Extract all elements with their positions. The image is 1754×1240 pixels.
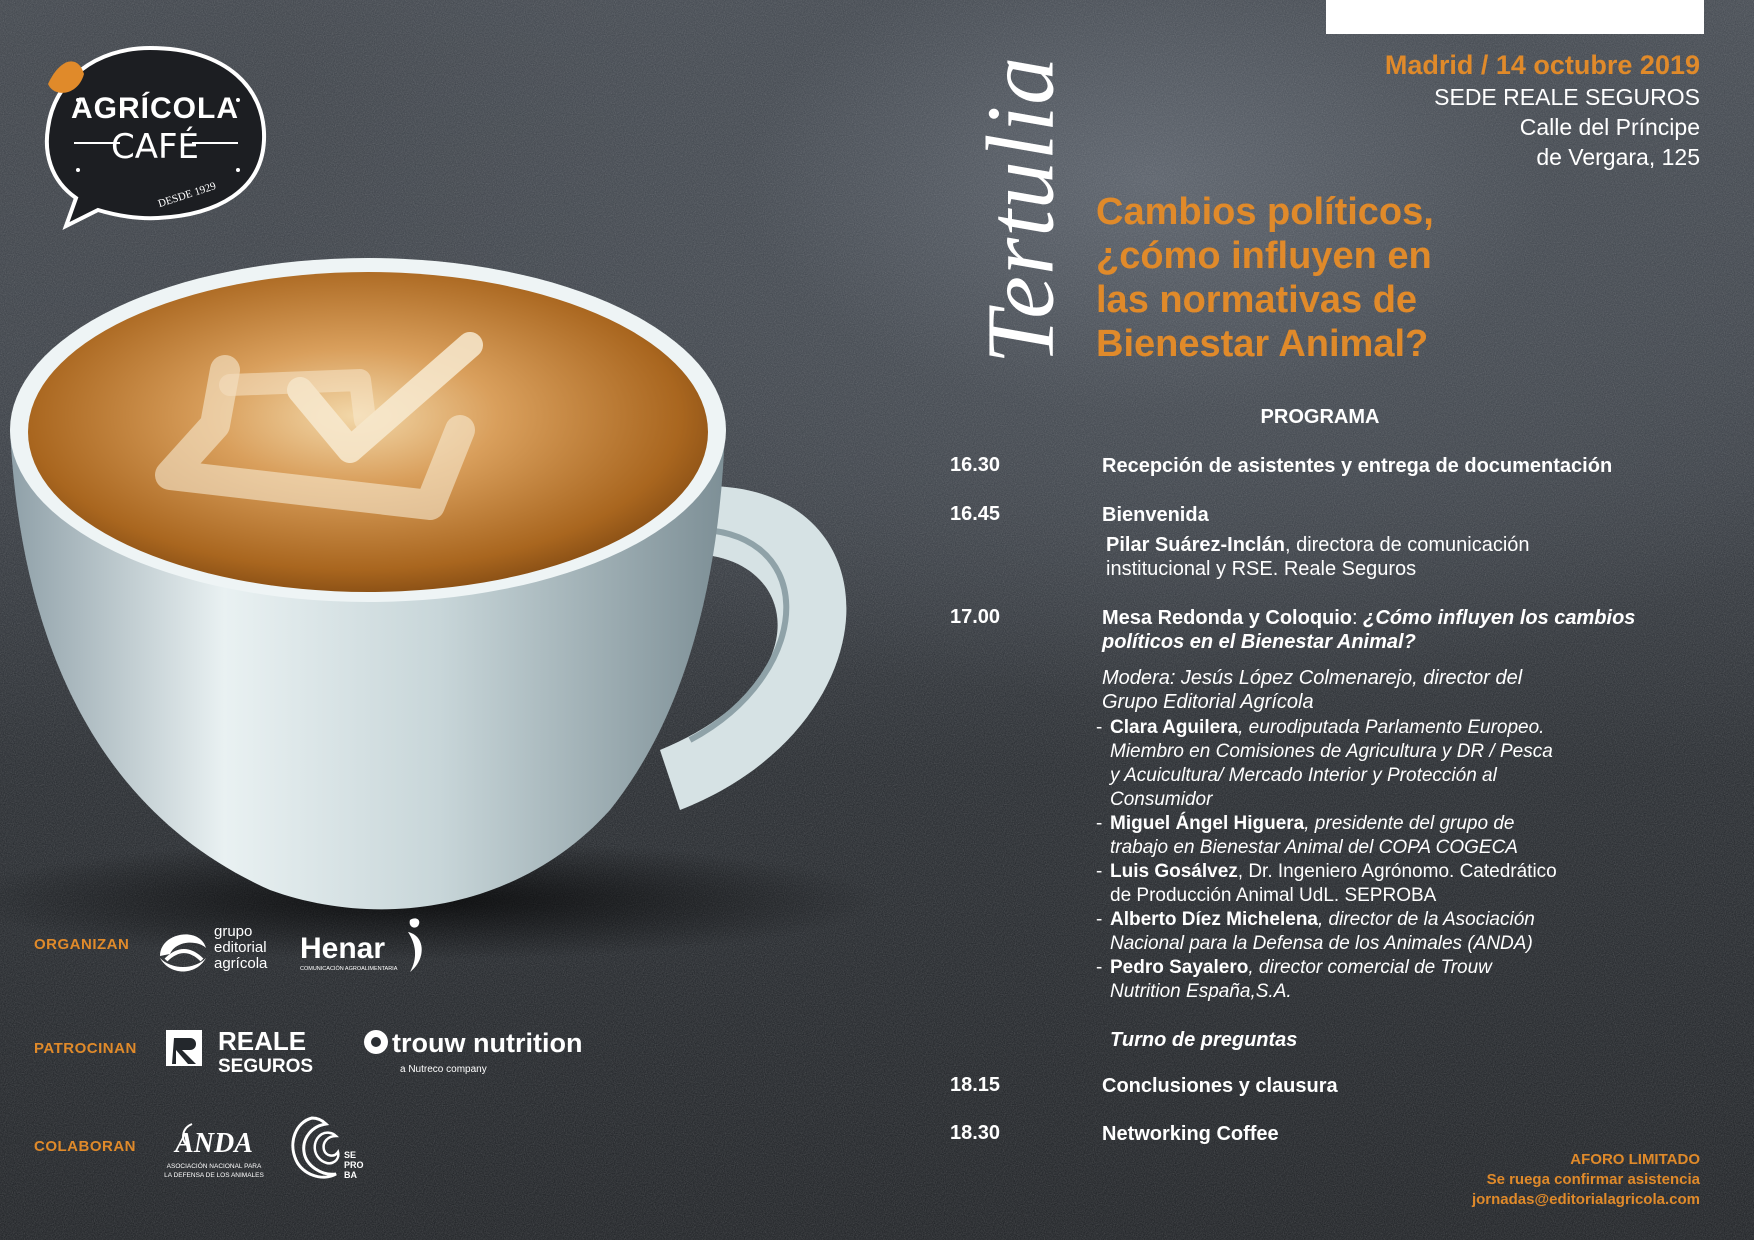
panelist: - Luis Gosálvez, Dr. Ingeniero Agrónomo. Catedrático de Producción Animal UdL. SEPROBA [1096, 860, 1696, 908]
headline-line: Cambios políticos, [1096, 191, 1434, 233]
svg-text:trouw nutrition: trouw nutrition [392, 1028, 583, 1058]
event-date: Madrid / 14 octubre 2019 [1384, 50, 1700, 80]
welcome-speaker [1106, 533, 1706, 581]
footer-contact [1472, 1150, 1700, 1210]
headline-line: ¿cómo influyen en [1096, 235, 1432, 277]
svg-text:ANDA: ANDA [175, 1128, 253, 1159]
program-time: 18.30 [950, 1122, 1001, 1144]
panelist-role: , eurodiputada Parlamento Europeo. [1238, 717, 1545, 738]
svg-text:LA DEFENSA DE LOS ANIMALES: LA DEFENSA DE LOS ANIMALES [164, 1172, 264, 1179]
program-item: Conclusiones y clausura [1102, 1075, 1338, 1097]
round-table-topic: políticos en el Bienestar Animal? [1102, 631, 1416, 653]
panelist-role: de Producción Animal UdL. SEPROBA [1110, 885, 1437, 906]
panelist-role: Nutrition España,S.A. [1110, 981, 1292, 1002]
panelist-name: Pedro Sayalero [1110, 957, 1249, 978]
questions-turn: Turno de preguntas [1110, 1029, 1298, 1051]
venue-block [1140, 48, 1700, 172]
vertical-title-text: Tertulia [966, 55, 1074, 365]
panelist-role: y Acuicultura/ Mercado Interior y Protección al [1110, 765, 1497, 786]
svg-text:editorial: editorial [214, 939, 267, 956]
round-table-topic: ¿Cómo influyen los cambios [1363, 607, 1636, 629]
svg-text:agrícola: agrícola [214, 955, 268, 972]
coffee-cup-image [0, 250, 960, 970]
program-time: 16.30 [950, 454, 1001, 476]
speaker-role: , directora de comunicación [1284, 534, 1530, 556]
venue-line: de Vergara, 125 [1536, 144, 1700, 170]
limited-capacity: AFORO LIMITADO [1570, 1151, 1700, 1168]
round-table-colon: : [1352, 607, 1364, 629]
svg-text:ASOCIACIÓN NACIONAL PARA: ASOCIACIÓN NACIONAL PARA [166, 1163, 262, 1170]
panelist-role: , director de la Asociación [1318, 909, 1535, 930]
top-white-tab [1326, 0, 1704, 34]
venue-line: SEDE REALE SEGUROS [1434, 84, 1700, 110]
program-title: PROGRAMA [1260, 406, 1380, 428]
program-item: Bienvenida [1102, 504, 1209, 526]
vertical-title [960, 40, 1080, 380]
organizan-label: ORGANIZAN [34, 936, 130, 953]
round-table-label: Mesa Redonda y Coloquio [1102, 607, 1353, 629]
svg-text:a Nutreco company: a Nutreco company [400, 1064, 487, 1075]
panelist-role: , presidente del grupo de [1304, 813, 1515, 834]
anda-logo [162, 1120, 266, 1182]
logo-since: DESDE 1929 [156, 180, 218, 211]
venue-line: Calle del Príncipe [1519, 114, 1700, 140]
agricola-cafe-logo [38, 40, 270, 230]
speaker-name: Pilar Suárez-Inclán [1106, 534, 1285, 556]
panelist-role: , Dr. Ingeniero Agrónomo. Catedrático [1237, 861, 1557, 882]
speaker-role: institucional y RSE. Reale Seguros [1106, 558, 1417, 580]
svg-text:REALE: REALE [218, 1026, 307, 1056]
moderator-line: Grupo Editorial Agrícola [1102, 691, 1314, 713]
reale-seguros-logo [164, 1026, 334, 1076]
colaboran-label: COLABORAN [34, 1138, 136, 1155]
panelist-role: , director comercial de Trouw [1248, 957, 1492, 978]
svg-text:PRO: PRO [344, 1160, 364, 1170]
program-item: Networking Coffee [1102, 1123, 1279, 1145]
seproba-logo [282, 1112, 372, 1188]
moderator-line: Modera: Jesús López Colmenarejo, director del [1102, 667, 1523, 689]
headline-line: Bienestar Animal? [1096, 323, 1429, 365]
logo-name-bottom: CAFÉ [110, 127, 200, 167]
program-time: 17.00 [950, 606, 1001, 628]
contact-email[interactable]: jornadas@editorialagricola.com [1471, 1191, 1700, 1208]
program-item: Recepción de asistentes y entrega de documentación [1102, 455, 1613, 477]
panelist-name: Clara Aguilera [1110, 717, 1239, 738]
panelist: - Alberto Díez Michelena, director de la Asociación Nacional para la Defensa de los Animales (ANDA) [1096, 908, 1696, 956]
svg-text:grupo: grupo [214, 923, 253, 940]
panelist: - Miguel Ángel Higuera, presidente del grupo de trabajo en Bienestar Animal del COPA COGECA [1096, 812, 1696, 860]
panelist: - Clara Aguilera, eurodiputada Parlamento Europeo. Miembro en Comisiones de Agricultura y DR / Pesca y Acuicultura/ Mercado Interior y Protección al Consumidor [1096, 716, 1696, 812]
panelist-name: Luis Gosálvez [1110, 861, 1238, 882]
headline-line: las normativas de [1096, 279, 1418, 321]
round-table [1102, 606, 1702, 654]
panelist-name: Miguel Ángel Higuera [1110, 813, 1305, 834]
svg-text:SEGUROS: SEGUROS [218, 1056, 314, 1076]
moderator [1102, 666, 1702, 714]
rsvp-note: Se ruega confirmar asistencia [1486, 1171, 1700, 1188]
panelist-role: trabajo en Bienestar Animal del COPA COGECA [1110, 837, 1518, 858]
panelist: - Pedro Sayalero, director comercial de Trouw Nutrition España,S.A. [1096, 956, 1696, 1004]
logo-name-top: AGRÍCOLA [71, 92, 239, 125]
henar-logo [298, 914, 432, 978]
panelist-role: Miembro en Comisiones de Agricultura y DR / Pesca [1110, 741, 1553, 762]
svg-text:BA: BA [344, 1170, 357, 1180]
panelist-name: Alberto Díez Michelena [1110, 909, 1318, 930]
patrocinan-label: PATROCINAN [34, 1040, 137, 1057]
headline [1096, 190, 1656, 366]
svg-text:SE: SE [344, 1150, 357, 1160]
panelist-role: Consumidor [1110, 789, 1213, 810]
trouw-nutrition-logo [362, 1026, 602, 1076]
program-time: 18.15 [950, 1074, 1001, 1096]
svg-text:COMUNICACIÓN AGROALIMENTARIA: COMUNICACIÓN AGROALIMENTARIA [300, 966, 398, 972]
grupo-editorial-logo [156, 918, 276, 980]
program-time: 16.45 [950, 503, 1001, 525]
svg-text:Henar: Henar [300, 932, 386, 965]
panelist-role: Nacional para la Defensa de los Animales (ANDA) [1110, 933, 1533, 954]
